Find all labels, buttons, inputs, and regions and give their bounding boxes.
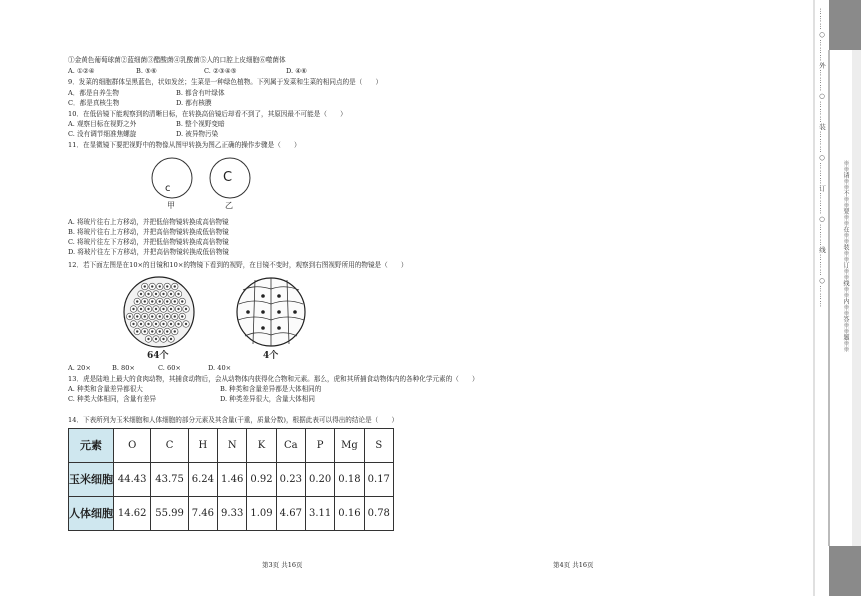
q11-stem: 11．在显微镜下要把视野中的物像从图甲转换为图乙正确的操作步骤是（ ）: [68, 141, 301, 149]
cell-nucleus: [174, 316, 176, 318]
cell-nucleus: [159, 316, 161, 318]
q10-choice-b: B. 整个视野变暗: [176, 120, 225, 128]
row-label-cell: 人体细胞: [69, 497, 114, 531]
cell-nucleus: [129, 316, 131, 318]
cell-nucleus: [144, 331, 146, 333]
fig-label-jia: 甲: [167, 201, 175, 210]
table-cell: 14.62: [114, 497, 151, 531]
cell-nucleus: [144, 286, 146, 288]
table-header-cell: N: [218, 429, 247, 463]
table-header-cell: H: [188, 429, 217, 463]
cell-nucleus: [174, 331, 176, 333]
q14-stem: 14．下表所列为玉米细胞和人体细胞的部分元素及其含量(干重，质量分数)，根据此表可以得出的结论是（ ）: [68, 416, 399, 424]
row-label-cell: 玉米细胞: [69, 463, 114, 497]
cell-nucleus: [148, 323, 150, 325]
binding-outer-text: ………○………外………○………装………○………订………○………线………○………: [818, 8, 826, 308]
q10-choice-d: D. 被异物污染: [176, 130, 219, 138]
cell-nucleus: [140, 293, 142, 295]
q10-choice-a: A. 观察目标在视野之外: [68, 120, 137, 128]
q9-choice-b: B. 都含有叶绿体: [176, 89, 225, 97]
table-header-cell: S: [364, 429, 393, 463]
table-cell: 0.16: [335, 497, 364, 531]
table-header-row: [69, 429, 394, 463]
cell-nucleus: [136, 316, 138, 318]
page-footer-left: 第3页 共16页: [262, 561, 303, 569]
cell-nucleus: [166, 301, 168, 303]
table-header-cell: Ca: [276, 429, 305, 463]
cell-nucleus: [148, 308, 150, 310]
q10-choice-c: C. 没有调节细准焦螺旋: [68, 130, 137, 138]
table-cell: 43.75: [151, 463, 188, 497]
q12-figure: [115, 274, 315, 360]
table-cell: 1.09: [247, 497, 276, 531]
cell-nucleus: [185, 323, 187, 325]
cell-nucleus: [136, 301, 138, 303]
cell-nucleus: [155, 308, 157, 310]
cell-nucleus: [151, 286, 153, 288]
table-row: [69, 463, 394, 497]
q9-choice-c: C．都是真核生物: [68, 99, 120, 107]
table-cell: 0.20: [305, 463, 334, 497]
table-cell: 0.17: [364, 463, 393, 497]
fig-big-c: C: [223, 170, 233, 185]
cell-nucleus: [155, 293, 157, 295]
table-header-cell: 元素: [69, 429, 114, 463]
fig-small-c: c: [165, 183, 171, 194]
table-header-cell: O: [114, 429, 151, 463]
q11-figure: [150, 152, 270, 210]
cell-nucleus: [170, 338, 172, 340]
cell-nucleus: [159, 331, 161, 333]
q8-choice-b: B. ⑤⑥: [136, 67, 157, 75]
cell-nucleus: [133, 308, 135, 310]
cell-nucleus: [166, 316, 168, 318]
q8-choice-d: D. ④⑥: [286, 67, 308, 75]
binding-inner-text: ※※请※※不※※要※※在※※装※※订※※线※※内※※答※※题※※: [842, 160, 849, 352]
cell-nucleus: [185, 308, 187, 310]
fig-jia-circle: [152, 158, 192, 198]
cell-nucleus: [181, 301, 183, 303]
q11-choice-c: C. 将玻片往左下方移动，并把低倍物镜转换成高倍物镜: [68, 238, 229, 246]
element-content-table: [68, 428, 394, 531]
q13-choice-c: C. 种类大体相同，含量有差异: [68, 395, 157, 403]
q9-choice-d: D. 都有核膜: [176, 99, 212, 107]
q10-stem: 10．在低倍镜下能观察到的清晰目标，在转换高倍镜后却看不到了，其原因最不可能是（ ）: [68, 110, 347, 118]
q12-choice-c: C. 60×: [158, 364, 181, 372]
cell-nucleus: [159, 286, 161, 288]
cell-nucleus: [174, 286, 176, 288]
q12-choice-b: B. 80×: [112, 364, 135, 372]
q13-stem: 13．虎是陆地上最大的食肉动物，其捕食动物后，会从动物体内获得化合物和元素。那么，虎和其所捕食动物体内的各种化学元素的（ ）: [68, 375, 479, 383]
cell-nucleus: [155, 323, 157, 325]
table-cell: 0.92: [247, 463, 276, 497]
cell-nucleus: [166, 331, 168, 333]
q8-choice-c: C. ②③④⑤: [204, 67, 237, 75]
cell-nucleus: [136, 331, 138, 333]
q8-options-line: ①金黄色葡萄球菌②蓝细菌③醋酸菌④乳酸菌⑤人的口腔上皮细胞⑥噬菌体: [68, 56, 286, 64]
cell-nucleus: [159, 301, 161, 303]
table-cell: 9.33: [218, 497, 247, 531]
table-cell: 55.99: [151, 497, 188, 531]
cell-nucleus: [178, 293, 180, 295]
page-footer-right: 第4页 共16页: [553, 561, 594, 569]
cell-nucleus: [181, 316, 183, 318]
table-cell: 4.67: [276, 497, 305, 531]
fig-label-yi: 乙: [225, 201, 233, 210]
cell-nucleus: [155, 338, 157, 340]
cell-nucleus: [163, 323, 165, 325]
table-cell: 3.11: [305, 497, 334, 531]
q13-choice-a: A. 种类和含量差异都很大: [68, 385, 143, 393]
cell-nucleus: [140, 308, 142, 310]
cell-nucleus: [178, 323, 180, 325]
fig-cells-64: [124, 277, 194, 347]
cell-nucleus: [144, 316, 146, 318]
table-cell: 1.46: [218, 463, 247, 497]
cell-nucleus: [170, 323, 172, 325]
table-row: [69, 497, 394, 531]
table-cell: 6.24: [188, 463, 217, 497]
q11-choice-b: B. 将玻片往右上方移动，并把高倍物镜转换成低倍物镜: [68, 228, 229, 236]
q12-choice-a: A. 20×: [68, 364, 91, 372]
cell-nucleus: [170, 293, 172, 295]
table-cell: 44.43: [114, 463, 151, 497]
q12-stem: 12．若下面左图是在10×的目镜和10×的物镜下看到的视野，在目镜不变时，观察到右图视野所用的物镜是（ ）: [68, 261, 408, 269]
fig-label-64: 64个: [147, 351, 169, 360]
q8-choice-a: A. ①②④: [68, 67, 95, 75]
table-cell: 0.18: [335, 463, 364, 497]
cell-nucleus: [166, 286, 168, 288]
cell-nucleus: [163, 338, 165, 340]
q13-choice-d: D. 种类差异很大，含量大体相同: [220, 395, 315, 403]
cell-nucleus: [151, 316, 153, 318]
binding-margin: [806, 0, 861, 596]
fig-cells-4: [237, 278, 305, 346]
cell-nucleus: [163, 293, 165, 295]
q9-choice-a: A．都是自养生物: [68, 89, 119, 97]
q11-choice-a: A. 将玻片往右上方移动，并把低倍物镜转换成高倍物镜: [68, 218, 229, 226]
cell-nucleus: [178, 308, 180, 310]
cell-nucleus: [151, 301, 153, 303]
cell-nucleus: [151, 331, 153, 333]
table-header-cell: K: [247, 429, 276, 463]
table-cell: 7.46: [188, 497, 217, 531]
table-cell: 0.78: [364, 497, 393, 531]
q11-choice-d: D. 将玻片往左下方移动，并把高倍物镜转换成低倍物镜: [68, 248, 229, 256]
cell-nucleus: [174, 301, 176, 303]
table-header-cell: Mg: [335, 429, 364, 463]
cell-nucleus: [170, 308, 172, 310]
cell-nucleus: [148, 293, 150, 295]
table-header-cell: C: [151, 429, 188, 463]
fig-label-4: 4个: [263, 351, 279, 360]
cell-nucleus: [163, 308, 165, 310]
cell-nucleus: [148, 338, 150, 340]
cell-nucleus: [133, 323, 135, 325]
q9-stem: 9．发菜的细胞群体呈黑蓝色，状如发丝；生菜是一种绿色植物。下列属于发菜和生菜的相同点的是（ ）: [68, 78, 383, 86]
q13-choice-b: B. 种类和含量差异都是大体相同的: [220, 385, 322, 393]
q12-choice-d: D. 40×: [208, 364, 232, 372]
table-header-cell: P: [305, 429, 334, 463]
cell-nucleus: [144, 301, 146, 303]
table-cell: 0.23: [276, 463, 305, 497]
cell-nucleus: [140, 323, 142, 325]
